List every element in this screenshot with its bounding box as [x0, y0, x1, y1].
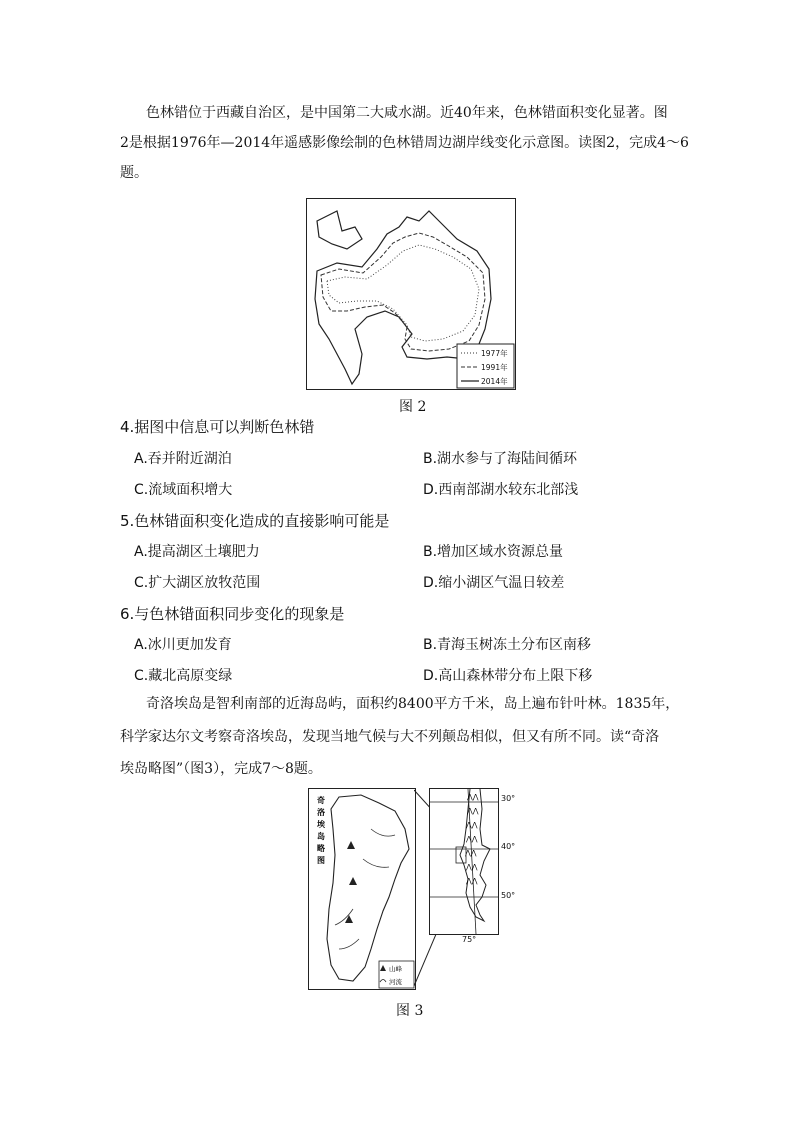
question-4-option-a[interactable]: A.吞并附近湖泊 [134, 451, 232, 467]
question-4-option-c[interactable]: C.流域面积增大 [134, 482, 233, 498]
legend-mountain-label: 山峰 [389, 965, 402, 973]
mountain-symbol: ⋀⋀ [467, 807, 479, 815]
chile-coast-map [430, 789, 498, 934]
lon-75-label: 75° [462, 935, 477, 944]
map-title-char-2: 洛 [317, 808, 325, 817]
legend-1977: 1977年 [481, 349, 508, 358]
chiloe-island-map [309, 789, 415, 989]
question-6-option-b[interactable]: B.青海玉树冻土分布区南移 [423, 637, 592, 653]
figure3-caption: 图 3 [396, 1003, 424, 1019]
question-5-option-b[interactable]: B.增加区域水资源总量 [423, 544, 564, 560]
question-5-option-d[interactable]: D.缩小湖区气温日较差 [423, 575, 565, 591]
legend-river-label: 河流 [389, 978, 402, 986]
mountain-symbol: ⋀⋀ [466, 835, 478, 843]
question-6-option-a[interactable]: A.冰川更加发育 [134, 637, 232, 653]
seling-lake-map [307, 199, 515, 389]
map-title-char-4: 岛 [317, 832, 325, 841]
question-6-stem: 6.与色林错面积同步变化的现象是 [120, 605, 345, 623]
lat-30-label: 30° [501, 794, 516, 803]
map-title-char-1: 奇 [317, 796, 325, 805]
mountain-symbol: ⋀⋀ [465, 849, 477, 857]
figure2-caption: 图 2 [399, 399, 427, 415]
passage1-line3: 题。 [120, 165, 148, 181]
passage1-line1: 色林错位于西藏自治区，是中国第二大咸水湖。近40年来，色林错面积变化显著。图 [146, 105, 668, 121]
mountain-peak-icon [345, 915, 353, 923]
question-5-option-a[interactable]: A.提高湖区土壤肥力 [134, 544, 260, 560]
passage2-line3: 埃岛略图”（图3），完成7～8题。 [120, 761, 322, 777]
mountain-symbol: ⋀⋀ [467, 793, 479, 801]
question-5-option-c[interactable]: C.扩大湖区放牧范围 [134, 575, 261, 591]
question-6-option-c[interactable]: C.藏北高原变绿 [134, 668, 233, 684]
mountain-symbol: ⋀⋀ [466, 863, 478, 871]
passage2-line2: 科学家达尔文考察奇洛埃岛，发现当地气候与大不列颠岛相似，但又有所不同。读“奇洛 [120, 729, 660, 745]
question-4-option-d[interactable]: D.西南部湖水较东北部浅 [423, 482, 579, 498]
map-title-char-5: 略 [317, 844, 325, 853]
mountain-peak-icon [349, 877, 357, 885]
figure2-map [306, 198, 516, 390]
lat-40-label: 40° [501, 842, 516, 851]
mountain-symbol: ⋀⋀ [466, 877, 478, 885]
map-title-char-6: 图 [317, 856, 325, 865]
passage1-line2: 2是根据1976年—2014年遥感影像绘制的色林错周边湖岸线变化示意图。读图2，完成4～6 [120, 135, 689, 151]
map-title-char-3: 埃 [317, 820, 325, 829]
lat-50-label: 50° [501, 891, 516, 900]
question-6-option-d[interactable]: D.高山森林带分布上限下移 [423, 668, 593, 684]
legend-1991: 1991年 [481, 363, 508, 372]
question-4-option-b[interactable]: B.湖水参与了海陆间循环 [423, 451, 578, 467]
question-5-stem: 5.色林错面积变化造成的直接影响可能是 [120, 512, 390, 530]
figure3-locator-map [429, 788, 499, 935]
legend-2014: 2014年 [481, 377, 508, 386]
figure3-map [308, 788, 416, 990]
mountain-symbol: ⋀⋀ [466, 821, 478, 829]
question-4-stem: 4.据图中信息可以判断色林错 [120, 418, 315, 436]
passage2-line1: 奇洛埃岛是智利南部的近海岛屿，面积约8400平方千米，岛上遍布针叶林。1835年， [146, 696, 680, 712]
mountain-peak-icon [347, 841, 355, 849]
